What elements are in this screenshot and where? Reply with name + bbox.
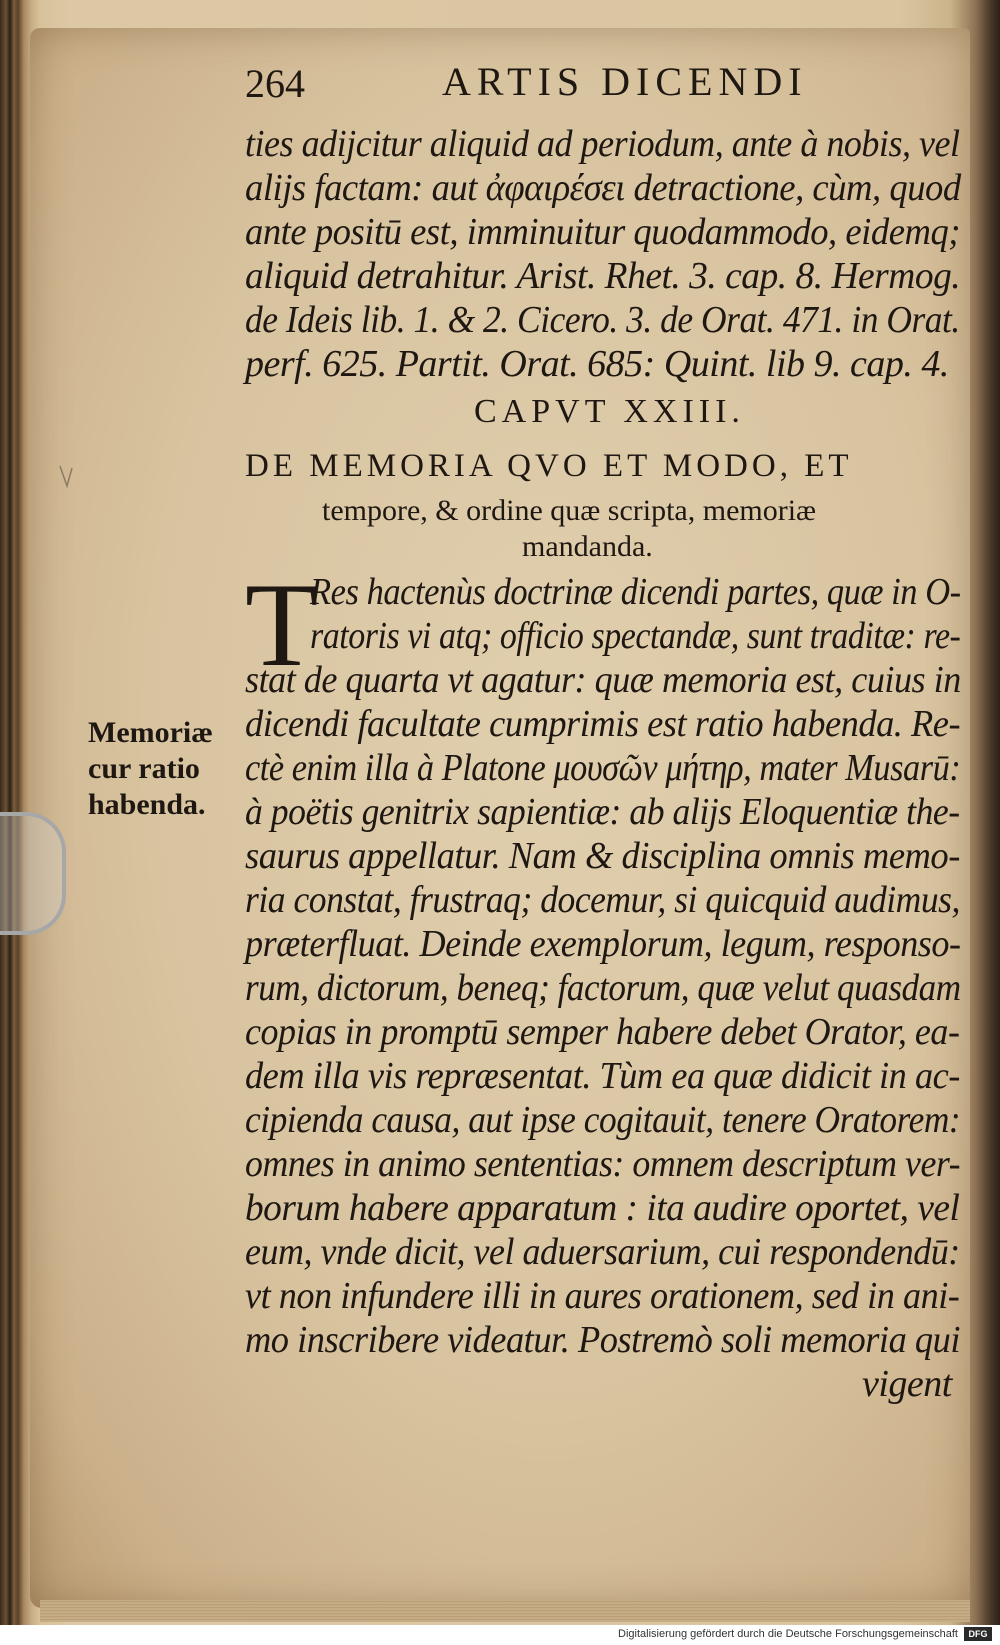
text-line: ria constat, frustraq; docemur, si quicquid audimus,	[245, 879, 960, 921]
text-line: omnes in animo sententias: omnem descriptum ver-	[245, 1143, 961, 1185]
text-line: borum habere apparatum : ita audire oportet, vel	[245, 1187, 960, 1229]
text-line: aliquid detrahitur. Arist. Rhet. 3. cap. 8. Hermog.	[245, 255, 961, 297]
catchword: vigent	[862, 1363, 952, 1405]
text-line: vt non infundere illi in aures orationem, sed in ani-	[245, 1275, 960, 1317]
margin-note: cur ratio	[88, 752, 200, 785]
text-line: dem illa vis repræsentat. Tùm ea quæ didicit in ac-	[245, 1055, 960, 1097]
text-line: cipienda causa, aut ipse cogitauit, tenere Oratorem:	[245, 1099, 961, 1141]
text-line: ante positū est, imminuitur quodammodo, eidemq;	[245, 211, 961, 253]
text-line: rum, dictorum, beneq; factorum, quæ velut quasdam	[245, 967, 961, 1009]
page-edges	[40, 1600, 970, 1622]
text-line: ctè enim illa à Platone μουσῶν μήτηρ, mater Musarū:	[245, 747, 961, 789]
text-line: præterfluat. Deinde exemplorum, legum, responso-	[245, 923, 961, 965]
page-number: 264	[245, 61, 305, 106]
text-line: eum, vnde dicit, vel aduersarium, cui respondendū:	[245, 1231, 960, 1273]
footer-credit: Digitalisierung gefördert durch die Deutsche Forschungsgemeinschaft	[618, 1628, 958, 1640]
text-line: perf. 625. Partit. Orat. 685: Quint. lib 9. cap. 4.	[245, 343, 949, 385]
running-title: ARTIS DICENDI	[442, 59, 808, 104]
text-line: ratoris vi atq; officio spectandæ, sunt traditæ: re-	[310, 615, 961, 657]
section-heading: tempore, & ordine quæ scripta, memoriæ	[322, 494, 817, 527]
text-line: à poëtis genitrix sapientiæ: ab alijs Eloquentiæ the-	[245, 791, 960, 833]
text-line: mo inscribere videatur. Postremò soli memoria qui	[245, 1319, 960, 1361]
section-heading: mandanda.	[522, 530, 653, 563]
text-line: Res hactenùs doctrinæ dicendi partes, quæ in O-	[310, 571, 961, 613]
text-line: saurus appellatur. Nam & disciplina omnis memo-	[245, 835, 960, 877]
section-heading: DE MEMORIA QVO ET MODO, ET	[245, 448, 853, 484]
text-line: alijs factam: aut ἀφαιρέσει detractione, cùm, quod	[245, 167, 961, 209]
paper-clip	[0, 812, 66, 935]
drop-cap: T	[245, 558, 319, 691]
text-line: de Ideis lib. 1. & 2. Cicero. 3. de Orat. 471. in Orat.	[245, 299, 960, 341]
text-line: stat de quarta vt agatur: quæ memoria est, cuius in	[245, 659, 961, 701]
margin-note: Memoriæ	[88, 716, 213, 749]
text-line: copias in promptū semper habere debet Orator, ea-	[245, 1011, 960, 1053]
text-line: ties adijcitur aliquid ad periodum, ante à nobis, vel	[245, 123, 960, 165]
chapter-heading: CAPVT XXIII.	[474, 393, 745, 430]
dfg-logo: DFG	[964, 1627, 992, 1641]
pencil-mark-icon	[58, 464, 74, 488]
margin-note: habenda.	[88, 788, 206, 821]
text-line: dicendi facultate cumprimis est ratio habenda. Re-	[245, 703, 961, 745]
